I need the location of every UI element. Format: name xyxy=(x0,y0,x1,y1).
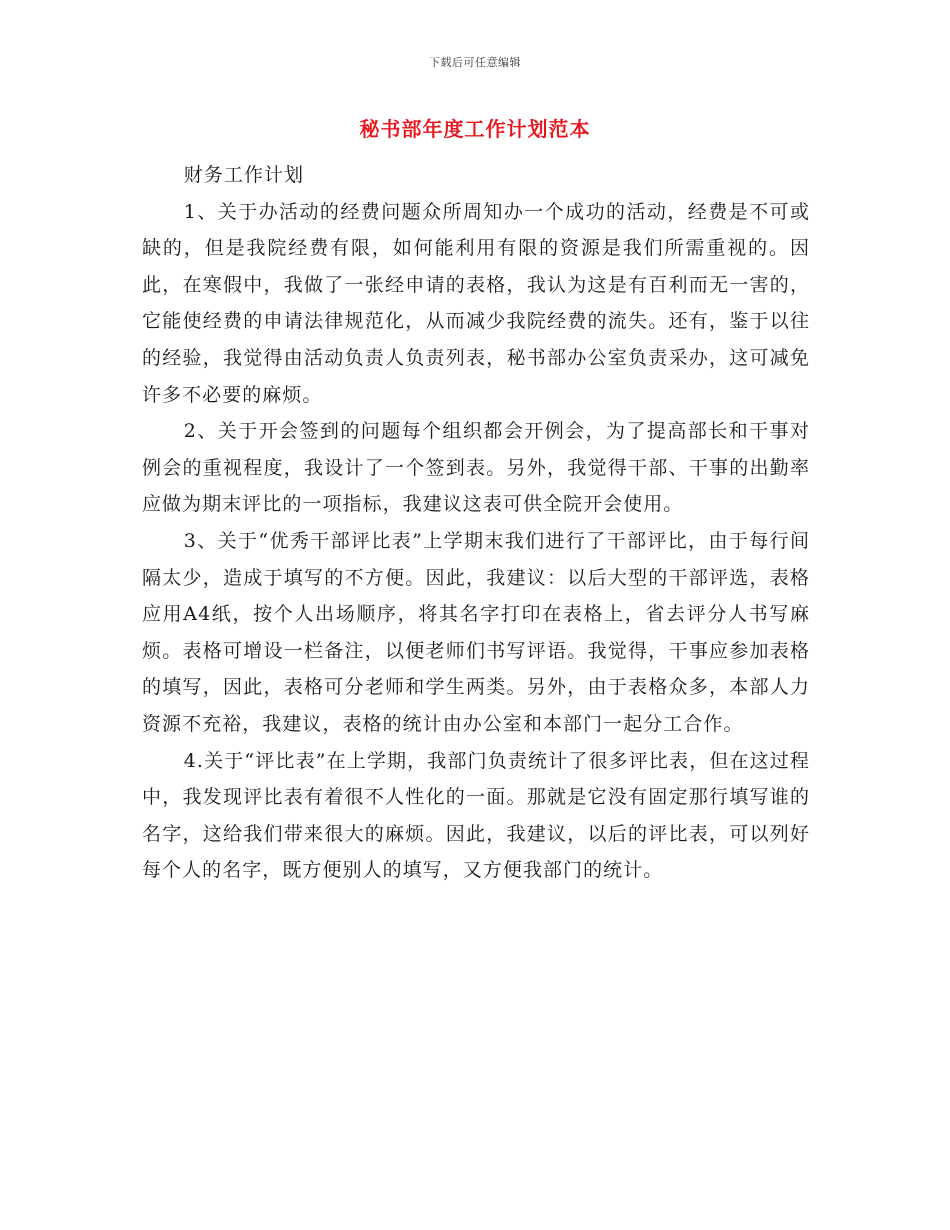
paragraph-item-3: 3、关于“优秀干部评比表”上学期末我们进行了干部评比，由于每行间隔太少，造成于填写的不方便。因此，我建议：以后大型的干部评选，表格应用A4纸，按个人出场顺序，将其名字打印在表格上，省去评分人书写麻烦。表格可增设一栏备注，以便老师们书写评语。我觉得，干事应参加表格的填写，因此，表格可分老师和学生两类。另外，由于表格众多，本部人力资源不充裕，我建议，表格的统计由办公室和本部门一起分工合作。 xyxy=(142,529,810,735)
paragraph-item-2: 2、关于开会签到的问题每个组织都会开例会，为了提高部长和干事对例会的重视程度，我设计了一个签到表。另外，我觉得干部、干事的出勤率应做为期末评比的一项指标，我建议这表可供全院开会使用。 xyxy=(142,420,810,516)
header-note: 下载后可任意编辑 xyxy=(429,56,521,69)
document-body xyxy=(142,157,810,889)
paragraph-section-heading: 财务工作计划 xyxy=(183,164,305,186)
document-title: 秘书部年度工作计划范本 xyxy=(359,117,591,141)
paragraph-item-4: 4.关于“评比表”在上学期，我部门负责统计了很多评比表，但在这过程中，我发现评比表有着很不人性化的一面。那就是它没有固定那行填写谁的名字，这给我们带来很大的麻烦。因此，我建议，以后的评比表，可以列好每个人的名字，既方便别人的填写，又方便我部门的统计。 xyxy=(142,749,810,882)
paragraph-item-1: 1、关于办活动的经费问题众所周知办一个成功的活动，经费是不可或缺的，但是我院经费有限，如何能利用有限的资源是我们所需重视的。因此，在寒假中，我做了一张经申请的表格，我认为这是有百利而无一害的，它能使经费的申请法律规范化，从而减少我院经费的流失。还有，鉴于以往的经验，我觉得由活动负责人负责列表，秘书部办公室负责采办，这可减免许多不必要的麻烦。 xyxy=(142,200,810,406)
